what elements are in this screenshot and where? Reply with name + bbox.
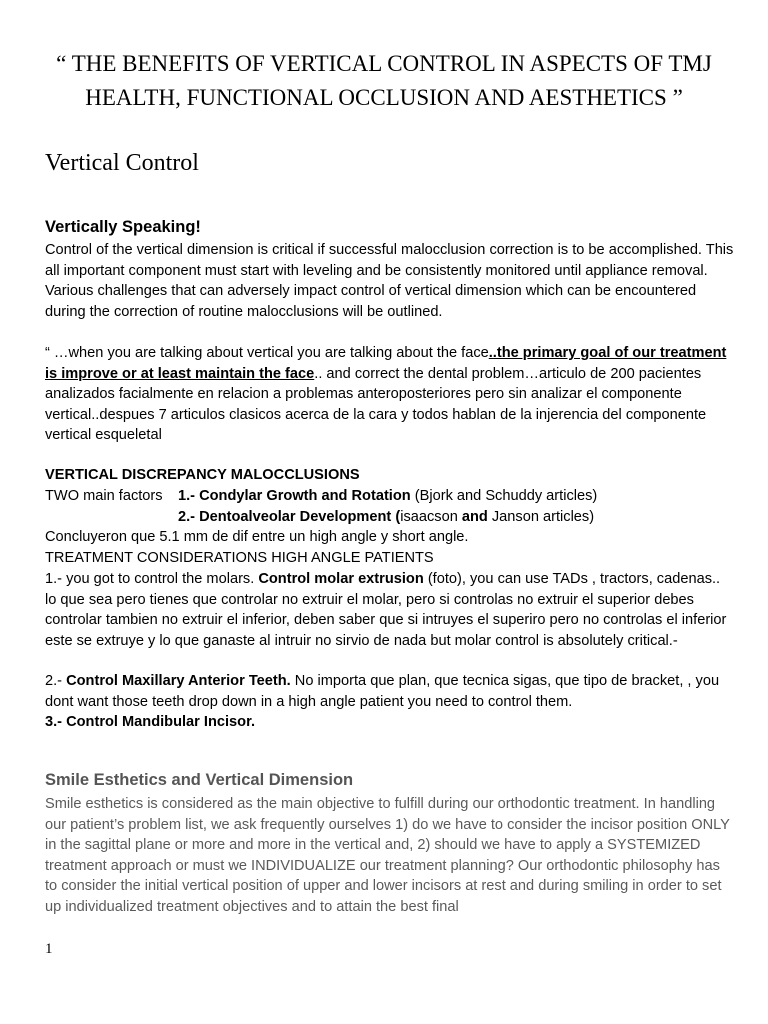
factor-2 [178,507,594,528]
page-number: 1 [45,941,53,957]
factor-2-author: isaacson [400,509,462,525]
factors-label: TWO main factors [45,488,163,504]
quote-prefix: “ …when you are talking about vertical you are talking about the face [45,345,489,361]
document-title: “ THE BENEFITS OF VERTICAL CONTROL IN ASPECTS OF TMJ HEALTH, FUNCTIONAL OCCLUSION AND AESTHETICS ” [56,51,712,110]
quote-suffix: .. and correct the dental problem…articulo de 200 pacientes analizados facialmente en relacion a problemas anteroposteriores pero sin analizar el componente vertical..despues 7 articulos clasicos acerca de la cara y todos hablan de la injerencia del componente vertical esqueletal [45,365,707,443]
discrepancy-heading: VERTICAL DISCREPANCY MALOCCLUSIONS [45,467,360,483]
quote-emphasis: ..the primary goal of our treatment is improve or at least maintain the face [45,345,727,382]
factor-1-ref: (Bjork and Schuddy articles) [410,488,598,504]
item-1-prefix: 1.- you got to control the molars. [45,571,259,587]
vertically-speaking-paragraph: Control of the vertical dimension is critical if successful malocclusion correction is to be accomplished. This all important component must start with leveling and be consistently monitored until appliance removal. Various challenges that can adversely impact control of vertical dimension which can be encountered during the correction of routine malocclusions will be outlined. [45,242,734,320]
item-2-prefix: 2.- [45,673,67,689]
factor-2-ref: Janson articles) [487,509,595,525]
conclusion-line: Concluyeron que 5.1 mm de dif entre un high angle y short angle. [45,529,469,545]
factor-1 [178,486,597,507]
treatment-item-1 [45,569,735,651]
smile-heading: Smile Esthetics and Vertical Dimension [45,771,354,789]
factor-2-title: 2.- Dentoalveolar Development ( [178,509,401,525]
treatment-item-3: 3.- Control Mandibular Incisor. [45,714,256,730]
treatment-item-2 [45,671,735,712]
item-1-title: Control molar extrusion [258,571,424,587]
factor-2-and: and [461,509,488,525]
smile-paragraph: Smile esthetics is considered as the main objective to fulfill during our orthodontic treatment. In handling our patient’s problem list, we ask frequently ourselves 1) do we have to consider the incisor position ONLY in the sagittal plane or more and more in the vertical and, 2) should we have to apply a SYSTEMIZED treatment approach or must we INDIVIDUALIZE our treatment planning? Our orthodontic philosophy has to consider the initial vertical position of upper and lower incisors at rest and during smiling in order to set up individualized treatment objectives and to attain the best final [45,796,730,915]
section-heading: Vertical Control [45,150,199,176]
factor-1-title: 1.- Condylar Growth and Rotation [178,488,411,504]
item-1-text: (foto), you can use TADs , tractors, cadenas.. lo que sea pero tienes que controlar no extruir el molar, pero si controlas no extruir el superior debes controlar tambien no extruir el inferior, deben saber que si intruyes el superiro pero no controlas el inferior este se extruye y lo que ganaste al intruir no sirvio de nada but molar control is absolutely critical.- [45,571,727,649]
vertically-speaking-heading: Vertically Speaking! [45,218,201,236]
quote-paragraph [45,343,735,446]
treatment-heading: TREATMENT CONSIDERATIONS HIGH ANGLE PATIENTS [45,550,434,566]
item-2-text: No importa que plan, que tecnica sigas, que tipo de bracket, , you dont want those teeth drop down in a high angle patient you need to control them. [45,673,720,710]
item-2-title: Control Maxillary Anterior Teeth. [66,673,291,689]
